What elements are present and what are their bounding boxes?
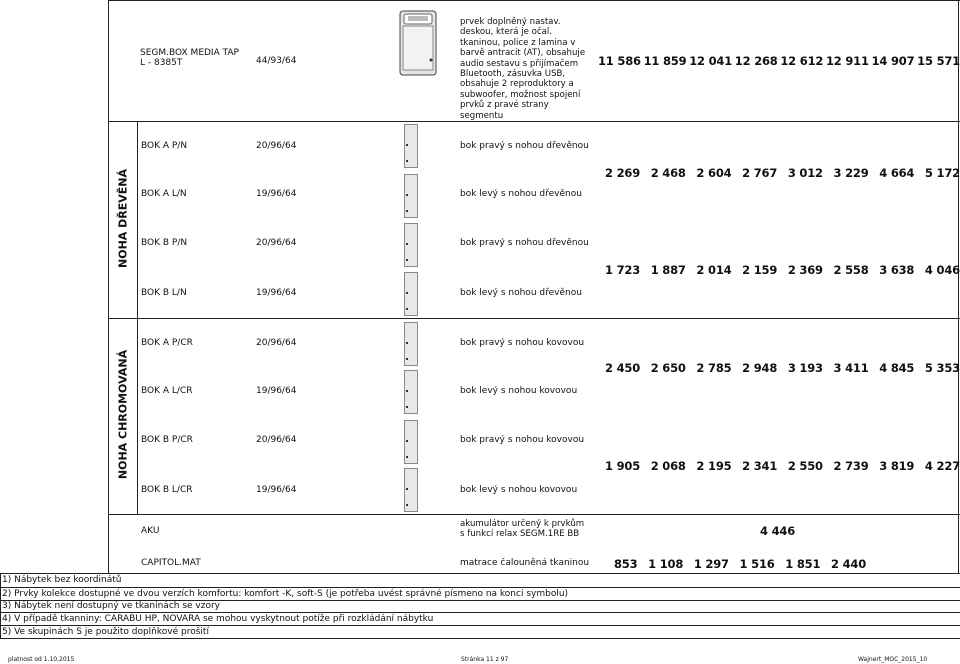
item-desc: bok levý s nohou kovovou: [460, 485, 578, 495]
item-dims: 19/96/64: [256, 485, 297, 495]
price-cell: 3 012: [787, 166, 823, 180]
item-name: BOK B P/CR: [141, 435, 193, 445]
footer-page-number: Stránka 11 z 97: [461, 656, 509, 663]
item-name: BOK B P/N: [141, 238, 188, 248]
price-cell: 2 739: [833, 459, 869, 473]
aku-desc: akumulátor určený k prvkům s funkcí relax SEGM.1RE BB: [460, 519, 585, 540]
group-label-wood: NOHA DŘEVĚNÁ: [116, 169, 130, 268]
row-divider: [108, 514, 960, 515]
price-row-wood-b: [605, 263, 960, 277]
price-row-capitol: [614, 557, 866, 571]
product-name: SEGM.BOX MEDIA TAP L - 8385T: [140, 48, 239, 69]
price-cell: 4 664: [879, 166, 915, 180]
price-cell: 11 859: [643, 54, 687, 68]
price-cell: 2 068: [650, 459, 686, 473]
product-dims: 44/93/64: [256, 56, 297, 66]
panel-detail-dot: [406, 160, 408, 162]
price-cell: 12 041: [689, 54, 732, 68]
price-cell: 2 159: [742, 263, 778, 277]
panel-detail-dot: [406, 504, 408, 506]
item-name: BOK A L/N: [141, 189, 187, 199]
item-name: BOK B L/N: [141, 288, 187, 298]
price-cell: 5 353: [924, 361, 960, 375]
item-desc: bok levý s nohou dřevěnou: [460, 189, 582, 199]
price-cell: 3 229: [833, 166, 869, 180]
notes-divider: [0, 612, 960, 613]
price-cell: 2 369: [787, 263, 823, 277]
item-name: BOK B L/CR: [141, 485, 193, 495]
price-row-wood-a: [605, 166, 960, 180]
price-cell: 14 907: [871, 54, 915, 68]
price-cell: 3 411: [833, 361, 869, 375]
price-row-chrome-b: [605, 459, 960, 473]
price-cell: 2 269: [605, 166, 641, 180]
left-border: [108, 0, 109, 573]
price-cell: 4 046: [924, 263, 960, 277]
notes-divider: [0, 587, 960, 588]
panel-detail-dot: [406, 488, 408, 490]
price-cell: 1 887: [650, 263, 686, 277]
row-divider: [108, 121, 960, 122]
price-row-top: [598, 54, 960, 68]
media-box-image: [398, 10, 440, 78]
price-cell: 11 586: [598, 54, 641, 68]
price-cell: 2 195: [696, 459, 732, 473]
footnote: 2) Prvky kolekce dostupné ve dvou verzích komfortu: komfort -K, soft-S (je potřeba uvést správné písmeno na konci symbolu): [2, 589, 569, 599]
item-dims: 20/96/64: [256, 238, 297, 248]
price-cell: 2 604: [696, 166, 732, 180]
price-cell: 2 550: [787, 459, 823, 473]
price-cell: 12 911: [825, 54, 869, 68]
panel-detail-dot: [406, 292, 408, 294]
price-cell: 2 650: [650, 361, 686, 375]
price-cell: 1 297: [693, 557, 729, 571]
price-cell: 5 172: [924, 166, 960, 180]
price-cell: 1 516: [739, 557, 775, 571]
panel-detail-dot: [406, 456, 408, 458]
aku-price: 4 446: [760, 524, 796, 538]
price-cell: 1 905: [605, 459, 641, 473]
label-column-divider: [137, 121, 138, 514]
item-desc: bok pravý s nohou dřevěnou: [460, 238, 589, 248]
footnote: 5) Ve skupinách S je použito doplňkové prošití: [2, 627, 209, 637]
capitol-name: CAPITOL.MAT: [141, 558, 201, 568]
row-divider: [108, 318, 960, 319]
item-dims: 20/96/64: [256, 141, 297, 151]
item-name: BOK A P/CR: [141, 338, 193, 348]
price-cell: 1 108: [648, 557, 684, 571]
panel-detail-dot: [406, 390, 408, 392]
price-cell: 4 845: [879, 361, 915, 375]
panel-detail-dot: [406, 259, 408, 261]
price-cell: 12 268: [734, 54, 778, 68]
footnote: 1) Nábytek bez koordinátů: [2, 575, 122, 585]
product-description: prvek doplněný nastav. deskou, která je očal. tkaninou, police z lamina v barvě antracit (AT), obsahuje audio sestavu s přijímačem Bluetooth, zásuvka USB, obsahuje 2 reproduktory a subwoofer, možnost spojení prvků z pravé strany segmentu: [460, 17, 586, 121]
panel-detail-dot: [406, 308, 408, 310]
item-dims: 20/96/64: [256, 338, 297, 348]
item-desc: bok levý s nohou kovovou: [460, 386, 578, 396]
right-border: [958, 0, 959, 573]
price-cell: 1 723: [605, 263, 641, 277]
capitol-desc: matrace čalouněná tkaninou: [460, 558, 590, 568]
notes-left-border: [0, 573, 1, 638]
footnote: 3) Nábytek není dostupný ve tkaninách se vzory: [2, 601, 221, 611]
price-cell: 2 450: [605, 361, 641, 375]
panel-detail-dot: [406, 210, 408, 212]
price-cell: 2 785: [696, 361, 732, 375]
price-cell: 853: [614, 557, 638, 571]
row-divider: [0, 573, 960, 574]
item-desc: bok levý s nohou dřevěnou: [460, 288, 582, 298]
price-cell: 2 468: [650, 166, 686, 180]
item-desc: bok pravý s nohou kovovou: [460, 338, 585, 348]
item-desc: bok pravý s nohou dřevěnou: [460, 141, 589, 151]
notes-divider: [0, 625, 960, 626]
item-name: BOK A L/CR: [141, 386, 193, 396]
price-cell: 2 948: [742, 361, 778, 375]
top-border: [108, 0, 960, 1]
panel-detail-dot: [406, 342, 408, 344]
price-cell: 2 767: [742, 166, 778, 180]
panel-detail-dot: [406, 243, 408, 245]
item-dims: 19/96/64: [256, 189, 297, 199]
aku-name: AKU: [141, 526, 160, 536]
price-cell: 3 193: [787, 361, 823, 375]
item-dims: 20/96/64: [256, 435, 297, 445]
price-cell: 4 227: [924, 459, 960, 473]
item-dims: 19/96/64: [256, 288, 297, 298]
panel-detail-dot: [406, 406, 408, 408]
price-cell: 3 638: [879, 263, 915, 277]
panel-detail-dot: [406, 144, 408, 146]
footer-validity: platnost od 1.10.2015: [8, 656, 75, 663]
panel-detail-dot: [406, 440, 408, 442]
price-cell: 15 571: [917, 54, 960, 68]
price-cell: 2 341: [742, 459, 778, 473]
price-cell: 2 014: [696, 263, 732, 277]
price-cell: 2 440: [830, 557, 866, 571]
price-cell: 3 819: [879, 459, 915, 473]
price-cell: 1 851: [785, 557, 821, 571]
price-row-chrome-a: [605, 361, 960, 375]
footer-doc-id: Wajnert_MOC_2015_10: [858, 656, 928, 663]
price-cell: 12 612: [780, 54, 824, 68]
group-label-chrome: NOHA CHROMOVANÁ: [116, 349, 130, 480]
panel-detail-dot: [406, 194, 408, 196]
item-dims: 19/96/64: [256, 386, 297, 396]
notes-divider: [0, 638, 960, 639]
footnote: 4) V případě tkanniny: CARABU HP, NOVARA se mohou vyskytnout potíže při rozkládání nábytku: [2, 614, 434, 624]
item-desc: bok pravý s nohou kovovou: [460, 435, 585, 445]
panel-detail-dot: [406, 358, 408, 360]
item-name: BOK A P/N: [141, 141, 188, 151]
price-cell: 2 558: [833, 263, 869, 277]
